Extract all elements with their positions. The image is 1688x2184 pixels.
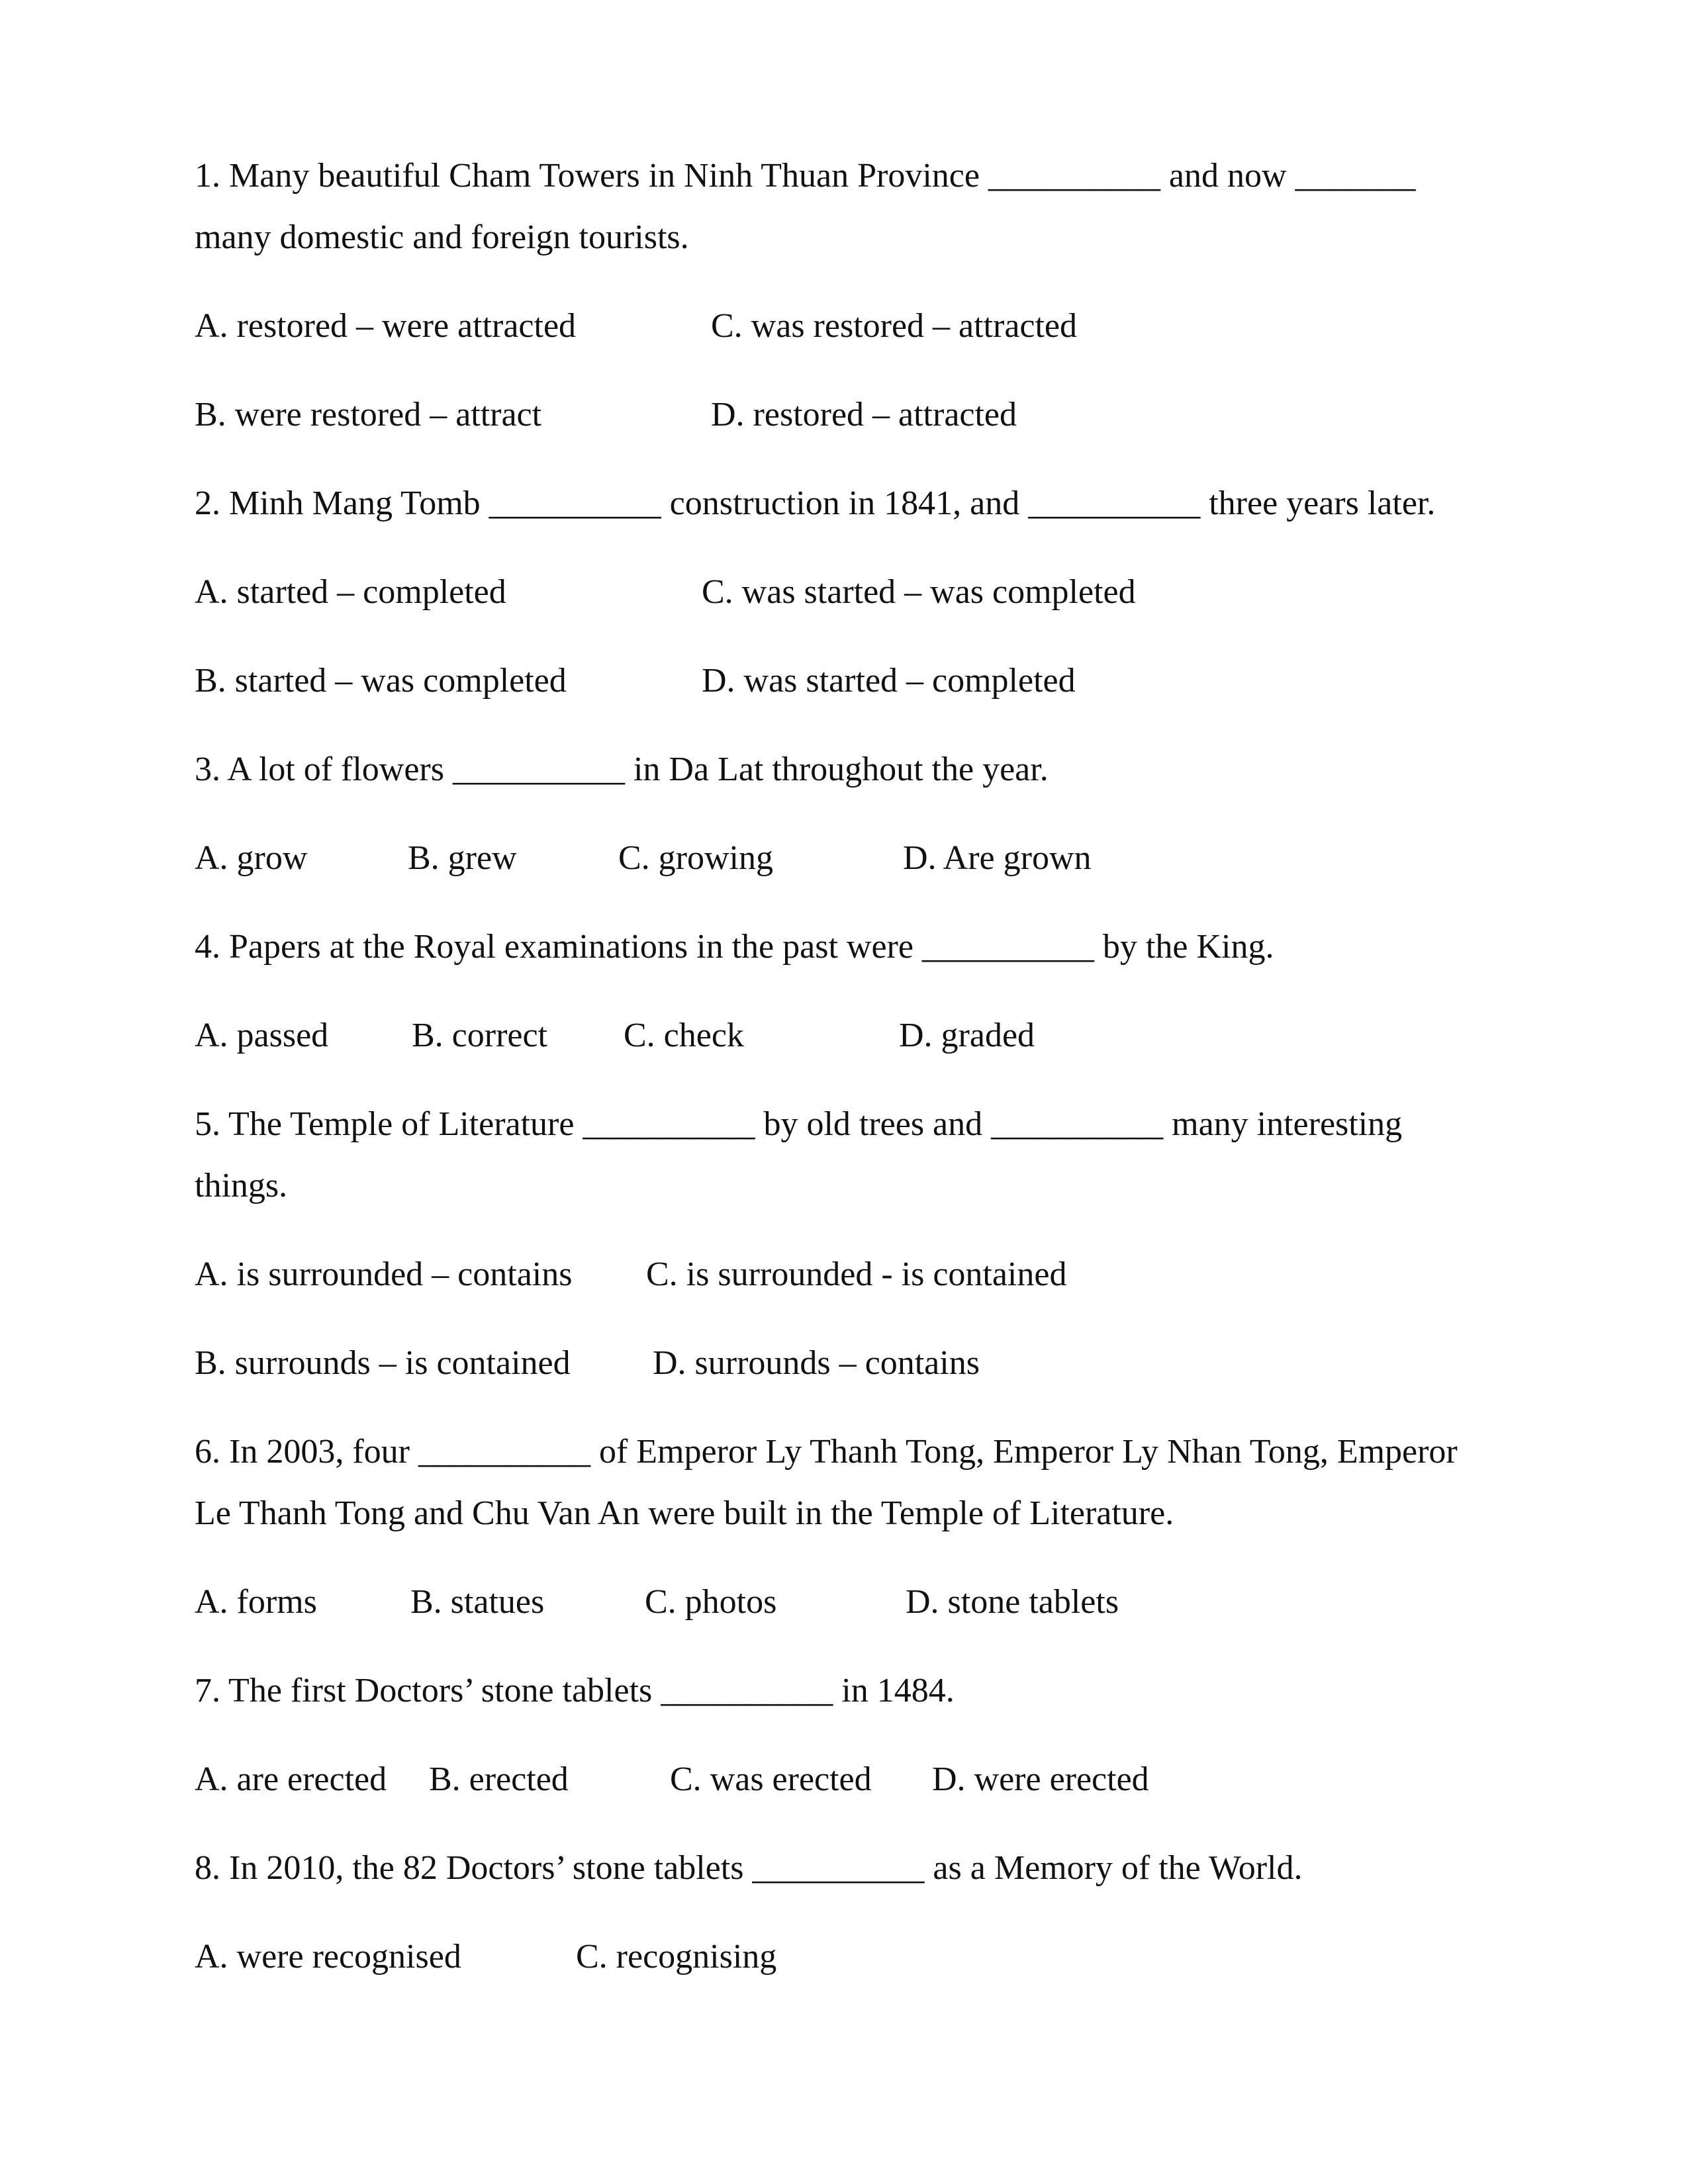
question-2-stem-line-1: 2. Minh Mang Tomb __________ construction in 1841, and __________ three years later. xyxy=(195,484,1436,522)
question-5-option-c: C. is surrounded - is contained xyxy=(646,1255,1067,1293)
question-1-stem-line-2: many domestic and foreign tourists. xyxy=(195,218,689,256)
question-2-option-a: A. started – completed xyxy=(195,573,506,611)
question-2-option-c: C. was started – was completed xyxy=(702,573,1136,611)
question-6-stem-line-1: 6. In 2003, four __________ of Emperor Ly Thanh Tong, Emperor Ly Nhan Tong, Emperor xyxy=(195,1433,1458,1471)
question-3-option-a: A. grow xyxy=(195,839,308,877)
question-4-option-d: D. graded xyxy=(899,1017,1035,1054)
question-5-stem-line-2: things. xyxy=(195,1167,288,1205)
question-2-option-d: D. was started – completed xyxy=(702,662,1076,700)
question-3-option-d: D. Are grown xyxy=(903,839,1092,877)
question-7-stem-line-1: 7. The first Doctors’ stone tablets __________ in 1484. xyxy=(195,1672,955,1709)
question-8-option-a: A. were recognised xyxy=(195,1938,461,1976)
question-8-option-c: C. recognising xyxy=(576,1938,777,1976)
question-5-option-d: D. surrounds – contains xyxy=(653,1344,980,1382)
question-3-option-c: C. growing xyxy=(618,839,773,877)
question-4-stem-line-1: 4. Papers at the Royal examinations in the past were __________ by the King. xyxy=(195,928,1274,966)
question-2-option-b: B. started – was completed xyxy=(195,662,567,700)
question-5-stem-line-1: 5. The Temple of Literature __________ by old trees and __________ many interesting xyxy=(195,1105,1403,1143)
question-7-option-b: B. erected xyxy=(429,1760,569,1798)
question-8-stem-line-1: 8. In 2010, the 82 Doctors’ stone tablets __________ as a Memory of the World. xyxy=(195,1849,1303,1887)
question-4-option-b: B. correct xyxy=(412,1017,548,1054)
question-3-stem-line-1: 3. A lot of flowers __________ in Da Lat throughout the year. xyxy=(195,751,1049,788)
question-4-option-a: A. passed xyxy=(195,1017,329,1054)
question-6-option-d: D. stone tablets xyxy=(906,1583,1119,1621)
question-1-option-d: D. restored – attracted xyxy=(711,396,1017,433)
question-1-option-a: A. restored – were attracted xyxy=(195,307,577,345)
question-1-stem-line-1: 1. Many beautiful Cham Towers in Ninh Thuan Province __________ and now _______ xyxy=(195,157,1416,195)
question-1-option-c: C. was restored – attracted xyxy=(711,307,1078,345)
question-1-option-b: B. were restored – attract xyxy=(195,396,542,433)
question-6-stem-line-2: Le Thanh Tong and Chu Van An were built in the Temple of Literature. xyxy=(195,1494,1174,1532)
question-6-option-a: A. forms xyxy=(195,1583,317,1621)
question-7-option-d: D. were erected xyxy=(932,1760,1149,1798)
question-3-option-b: B. grew xyxy=(408,839,517,877)
question-7-option-a: A. are erected xyxy=(195,1760,387,1798)
question-6-option-c: C. photos xyxy=(645,1583,777,1621)
question-5-option-a: A. is surrounded – contains xyxy=(195,1255,573,1293)
question-7-option-c: C. was erected xyxy=(670,1760,872,1798)
question-6-option-b: B. statues xyxy=(410,1583,545,1621)
question-5-option-b: B. surrounds – is contained xyxy=(195,1344,571,1382)
question-4-option-c: C. check xyxy=(624,1017,744,1054)
